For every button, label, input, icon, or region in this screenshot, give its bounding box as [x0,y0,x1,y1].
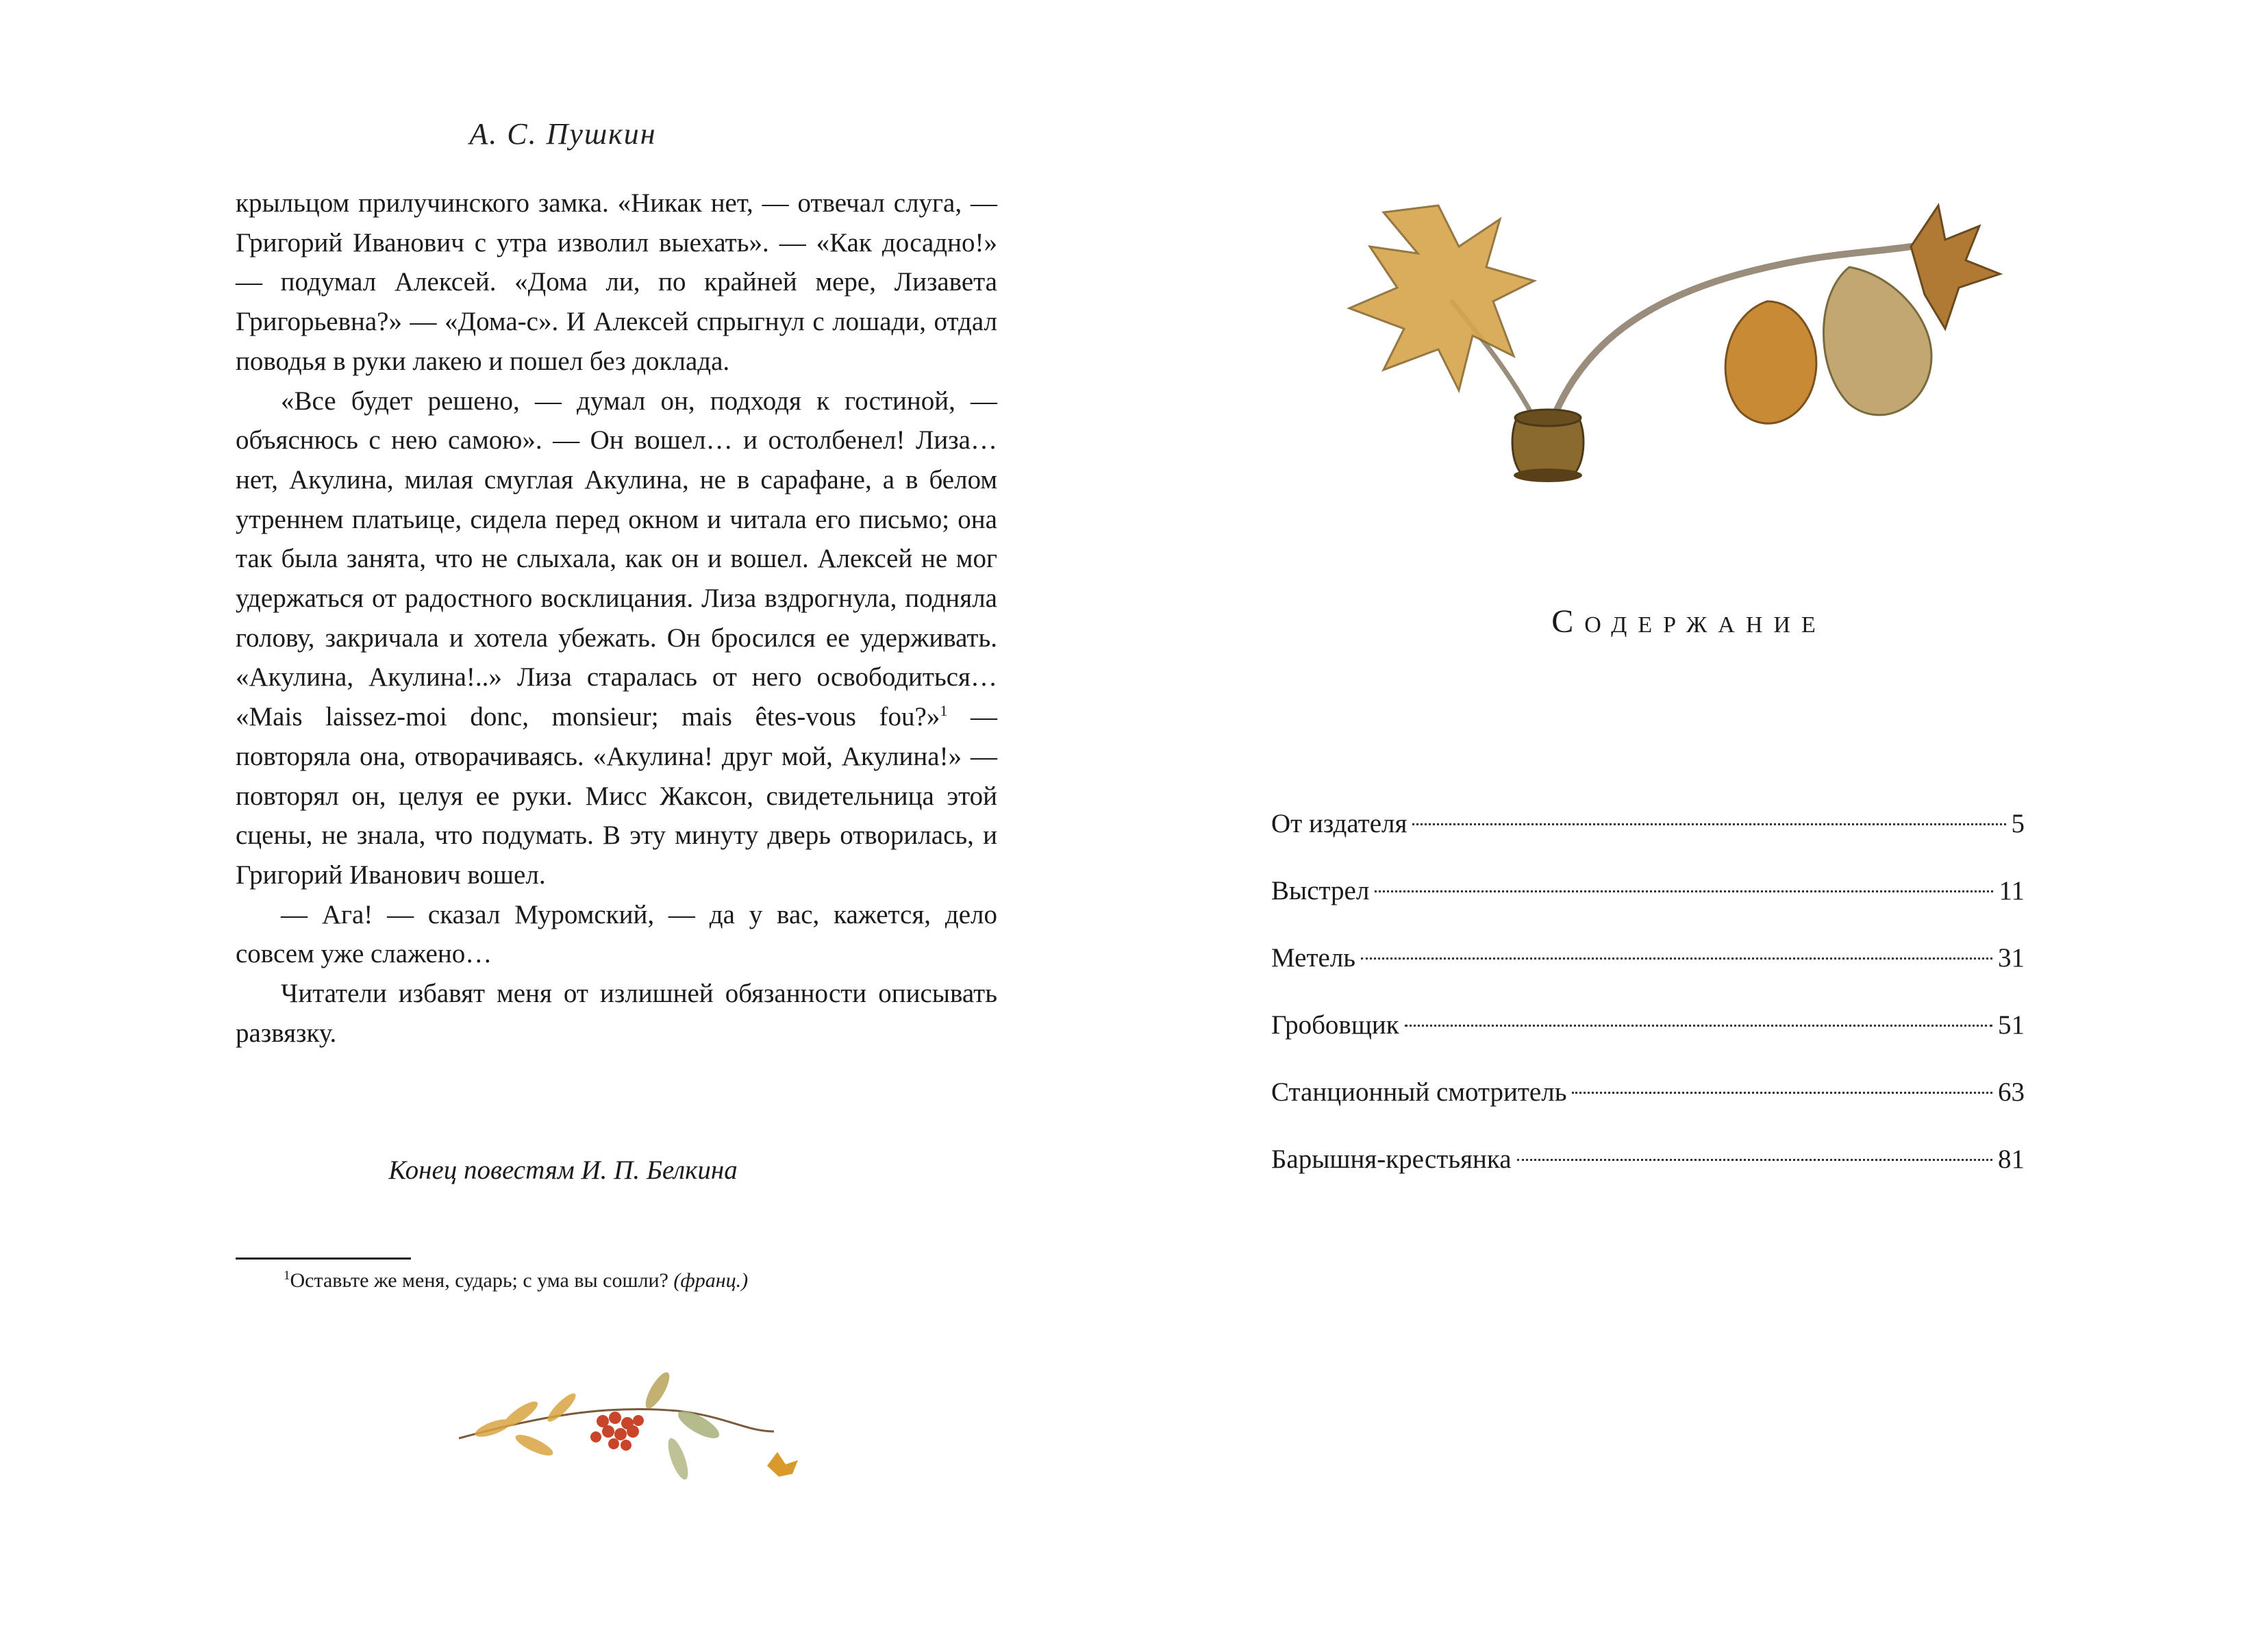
toc-entry-title: Станционный смотритель [1271,1077,1567,1107]
paragraph-text: «Все будет решено, — думал он, подходя к гостиной, — объяснюсь с нею самою». — Он вошел… и остолбенел! Лиза… нет, Акулина, милая смуглая Акулина, не в сарафане, а в белом утреннем платьице, сидела перед окном и читала его письмо; она так была занята, что не слыхала, как он и вошел. Алексей не мог удержаться от радостного восклицания. Лиза вздрогнула, подняла голову, закричала и хотела убежать. Он бросился ее удерживать. «Акулина, Акулина!..» Лиза старалась от него освободиться… «Mais laissez-moi donc, monsieur; mais êtes-vous fou?» [236,386,997,732]
toc-entry-title: Выстрел [1271,876,1370,905]
autumn-leaves-vase-illustration [1342,199,2014,500]
toc-entry-title: Метель [1271,943,1356,973]
toc-entry-title: Барышня-крестьянка [1271,1144,1512,1174]
footnote-reference[interactable]: 1 [940,702,948,720]
toc-entry-title: Гробовщик [1271,1010,1399,1040]
toc-leader-dots [1517,1159,1992,1161]
toc-entry[interactable] [1271,808,2025,875]
toc-entry-page: 81 [1998,1144,2025,1174]
toc-leader-dots [1361,958,1992,960]
toc-entry[interactable] [1271,1144,2025,1211]
toc-entry[interactable] [1271,1010,2025,1077]
toc-heading: Содержание [1551,603,1827,640]
paragraph: крыльцом прилучинского замка. «Никак нет, — отвечал слуга, — Григорий Иванович с утра изволил выехать». — «Как досадно!» — подумал Алексей. «Дома ли, по крайней мере, Лизавета Григорьевна?» — «Дома-с». И Алексей спрыгнул с лошади, отдал поводья в руки лакею и пошел без доклада. [236,188,997,376]
toc-leader-dots [1375,890,1993,892]
toc-leader-dots [1572,1092,1992,1094]
footnote-text: Оставьте же меня, сударь; с ума вы сошли? [290,1269,668,1292]
body-text [236,184,997,1053]
footnote [284,1268,748,1292]
paragraph-with-footnote [236,381,997,895]
rowan-branch-illustration [452,1363,801,1493]
ending-line: Конец повестям И. П. Белкина [388,1155,738,1185]
running-head: А. С. Пушкин [469,117,657,151]
toc-entry-page: 11 [1999,876,2025,905]
toc-leader-dots [1405,1025,1992,1027]
paragraph: Читатели избавят меня от излишней обязанности описывать развязку. [236,979,997,1048]
table-of-contents [1271,808,2025,1211]
footnote-number: 1 [284,1268,290,1283]
footnote-divider [236,1257,411,1260]
toc-entry-page: 51 [1998,1010,2025,1040]
toc-entry-page: 31 [1998,943,2025,973]
footnote-language-note: (франц.) [673,1269,749,1292]
toc-entry[interactable] [1271,1077,2025,1144]
paragraph: — Ага! — сказал Муромский, — да у вас, кажется, дело совсем уже слажено… [236,899,997,969]
paragraph-continuation: — повторяла она, отворачиваясь. «Акулина! друг мой, Акулина!» — повторял он, целуя ее руки. Мисс Жаксон, свидетельница этой сцены, не знала, что подумать. В эту минуту дверь отворилась, и Григорий Иванович вошел. [236,702,997,890]
toc-entry-page: 63 [1998,1077,2025,1107]
toc-leader-dots [1412,823,2005,825]
toc-entry-title: От издателя [1271,809,1408,838]
toc-entry-page: 5 [2011,809,2025,838]
toc-entry[interactable] [1271,942,2025,1010]
toc-entry[interactable] [1271,875,2025,942]
